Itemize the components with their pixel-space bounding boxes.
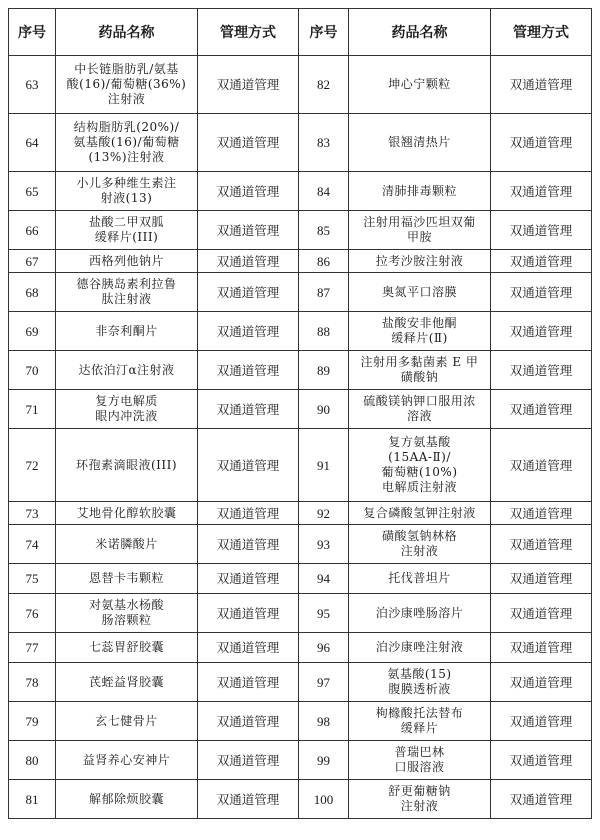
drug-name-cell: 结构脂肪乳(20%)/ 氨基酸(16)/葡萄糖 (13%)注射液 xyxy=(56,114,198,172)
seq-cell: 69 xyxy=(9,312,56,351)
management-cell: 双通道管理 xyxy=(198,56,299,114)
seq-cell: 70 xyxy=(9,351,56,390)
management-cell: 双通道管理 xyxy=(198,273,299,312)
drug-name-cell: 小儿多种维生素注 射液(13) xyxy=(56,172,198,211)
drug-name-cell: 普瑞巴林 口服溶液 xyxy=(349,741,491,780)
seq-cell: 76 xyxy=(9,594,56,633)
seq-cell: 85 xyxy=(299,211,349,250)
seq-cell: 89 xyxy=(299,351,349,390)
seq-cell: 72 xyxy=(9,429,56,502)
management-cell: 双通道管理 xyxy=(491,351,592,390)
drug-name-cell: 中长链脂肪乳/氨基 酸(16)/葡萄糖(36%) 注射液 xyxy=(56,56,198,114)
management-cell: 双通道管理 xyxy=(491,172,592,211)
seq-cell: 65 xyxy=(9,172,56,211)
drug-name-cell: 非奈利酮片 xyxy=(56,312,198,351)
seq-cell: 74 xyxy=(9,525,56,564)
seq-cell: 99 xyxy=(299,741,349,780)
drug-name-cell: 艾地骨化醇软胶囊 xyxy=(56,502,198,525)
management-cell: 双通道管理 xyxy=(491,564,592,594)
header-seq: 序号 xyxy=(299,9,349,56)
seq-cell: 66 xyxy=(9,211,56,250)
table-row xyxy=(9,351,592,390)
drug-name-cell: 米诺膦酸片 xyxy=(56,525,198,564)
management-cell: 双通道管理 xyxy=(491,273,592,312)
management-cell: 双通道管理 xyxy=(198,390,299,429)
drug-name-cell: 玄七健骨片 xyxy=(56,702,198,741)
table-row xyxy=(9,780,592,819)
drug-name-cell: 奥氮平口溶膜 xyxy=(349,273,491,312)
management-cell: 双通道管理 xyxy=(491,780,592,819)
management-cell: 双通道管理 xyxy=(491,312,592,351)
seq-cell: 98 xyxy=(299,702,349,741)
seq-cell: 67 xyxy=(9,250,56,273)
management-cell: 双通道管理 xyxy=(198,525,299,564)
table-row xyxy=(9,702,592,741)
management-cell: 双通道管理 xyxy=(198,633,299,663)
drug-name-cell: 坤心宁颗粒 xyxy=(349,56,491,114)
table-row xyxy=(9,211,592,250)
management-cell: 双通道管理 xyxy=(491,211,592,250)
seq-cell: 75 xyxy=(9,564,56,594)
seq-cell: 90 xyxy=(299,390,349,429)
seq-cell: 81 xyxy=(9,780,56,819)
management-cell: 双通道管理 xyxy=(491,390,592,429)
management-cell: 双通道管理 xyxy=(198,594,299,633)
management-cell: 双通道管理 xyxy=(491,633,592,663)
seq-cell: 71 xyxy=(9,390,56,429)
table-row xyxy=(9,390,592,429)
drug-name-cell: 复方氨基酸 (15AA-Ⅱ)/ 葡萄糖(10%) 电解质注射液 xyxy=(349,429,491,502)
table-row xyxy=(9,525,592,564)
drug-name-cell: 益肾养心安神片 xyxy=(56,741,198,780)
drug-name-cell: 环孢素滴眼液(III) xyxy=(56,429,198,502)
seq-cell: 100 xyxy=(299,780,349,819)
drug-name-cell: 泊沙康唑肠溶片 xyxy=(349,594,491,633)
seq-cell: 91 xyxy=(299,429,349,502)
management-cell: 双通道管理 xyxy=(491,663,592,702)
document-page xyxy=(8,8,592,819)
table-row xyxy=(9,56,592,114)
drug-name-cell: 磺酸氢钠林格 注射液 xyxy=(349,525,491,564)
drug-name-cell: 银翘清热片 xyxy=(349,114,491,172)
management-cell: 双通道管理 xyxy=(198,780,299,819)
management-cell: 双通道管理 xyxy=(198,429,299,502)
management-cell: 双通道管理 xyxy=(198,741,299,780)
management-cell: 双通道管理 xyxy=(198,663,299,702)
seq-cell: 79 xyxy=(9,702,56,741)
drug-name-cell: 恩替卡韦颗粒 xyxy=(56,564,198,594)
seq-cell: 80 xyxy=(9,741,56,780)
drug-name-cell: 复方电解质 眼内冲洗液 xyxy=(56,390,198,429)
table-row xyxy=(9,594,592,633)
drug-name-cell: 氨基酸(15) 腹膜透析液 xyxy=(349,663,491,702)
drug-name-cell: 拉考沙胺注射液 xyxy=(349,250,491,273)
management-cell: 双通道管理 xyxy=(491,502,592,525)
seq-cell: 73 xyxy=(9,502,56,525)
management-cell: 双通道管理 xyxy=(198,114,299,172)
drug-name-cell: 注射用福沙匹坦双葡 甲胺 xyxy=(349,211,491,250)
drug-name-cell: 德谷胰岛素利拉鲁 肽注射液 xyxy=(56,273,198,312)
seq-cell: 68 xyxy=(9,273,56,312)
management-cell: 双通道管理 xyxy=(198,702,299,741)
drug-name-cell: 复合磷酸氢钾注射液 xyxy=(349,502,491,525)
table-row xyxy=(9,633,592,663)
seq-cell: 94 xyxy=(299,564,349,594)
management-cell: 双通道管理 xyxy=(198,502,299,525)
management-cell: 双通道管理 xyxy=(491,741,592,780)
drug-name-cell: 托伐普坦片 xyxy=(349,564,491,594)
drug-name-cell: 七蕊胃舒胶囊 xyxy=(56,633,198,663)
drug-name-cell: 泊沙康唑注射液 xyxy=(349,633,491,663)
drug-name-cell: 盐酸安非他酮 缓释片(Ⅱ) xyxy=(349,312,491,351)
management-cell: 双通道管理 xyxy=(491,114,592,172)
management-cell: 双通道管理 xyxy=(491,56,592,114)
table-row xyxy=(9,114,592,172)
drug-name-cell: 注射用多黏菌素 E 甲 磺酸钠 xyxy=(349,351,491,390)
seq-cell: 92 xyxy=(299,502,349,525)
seq-cell: 82 xyxy=(299,56,349,114)
seq-cell: 87 xyxy=(299,273,349,312)
management-cell: 双通道管理 xyxy=(198,564,299,594)
drug-name-cell: 西格列他钠片 xyxy=(56,250,198,273)
management-cell: 双通道管理 xyxy=(491,429,592,502)
header-management: 管理方式 xyxy=(491,9,592,56)
drug-name-cell: 盐酸二甲双胍 缓释片(III) xyxy=(56,211,198,250)
header-drug-name: 药品名称 xyxy=(349,9,491,56)
management-cell: 双通道管理 xyxy=(491,594,592,633)
seq-cell: 97 xyxy=(299,663,349,702)
table-row xyxy=(9,273,592,312)
management-cell: 双通道管理 xyxy=(491,702,592,741)
seq-cell: 86 xyxy=(299,250,349,273)
management-cell: 双通道管理 xyxy=(491,250,592,273)
drug-name-cell: 芪蛭益肾胶囊 xyxy=(56,663,198,702)
table-row xyxy=(9,502,592,525)
table-row xyxy=(9,741,592,780)
seq-cell: 95 xyxy=(299,594,349,633)
seq-cell: 84 xyxy=(299,172,349,211)
header-drug-name: 药品名称 xyxy=(56,9,198,56)
drug-name-cell: 清肺排毒颗粒 xyxy=(349,172,491,211)
drug-name-cell: 枸橼酸托法替布 缓释片 xyxy=(349,702,491,741)
table-row xyxy=(9,312,592,351)
drug-name-cell: 对氨基水杨酸 肠溶颗粒 xyxy=(56,594,198,633)
management-cell: 双通道管理 xyxy=(198,172,299,211)
management-cell: 双通道管理 xyxy=(198,250,299,273)
seq-cell: 83 xyxy=(299,114,349,172)
management-cell: 双通道管理 xyxy=(198,351,299,390)
seq-cell: 88 xyxy=(299,312,349,351)
seq-cell: 93 xyxy=(299,525,349,564)
drug-name-cell: 舒更葡糖钠 注射液 xyxy=(349,780,491,819)
seq-cell: 64 xyxy=(9,114,56,172)
drug-name-cell: 解郁除烦胶囊 xyxy=(56,780,198,819)
table-row xyxy=(9,663,592,702)
table-row xyxy=(9,250,592,273)
drug-table xyxy=(8,8,592,819)
table-row xyxy=(9,564,592,594)
seq-cell: 63 xyxy=(9,56,56,114)
seq-cell: 77 xyxy=(9,633,56,663)
seq-cell: 96 xyxy=(299,633,349,663)
table-row xyxy=(9,172,592,211)
management-cell: 双通道管理 xyxy=(198,211,299,250)
drug-name-cell: 硫酸镁钠钾口服用浓 溶液 xyxy=(349,390,491,429)
header-row xyxy=(9,9,592,56)
management-cell: 双通道管理 xyxy=(491,525,592,564)
header-management: 管理方式 xyxy=(198,9,299,56)
header-seq: 序号 xyxy=(9,9,56,56)
drug-name-cell: 达依泊汀α注射液 xyxy=(56,351,198,390)
management-cell: 双通道管理 xyxy=(198,312,299,351)
seq-cell: 78 xyxy=(9,663,56,702)
table-row xyxy=(9,429,592,502)
